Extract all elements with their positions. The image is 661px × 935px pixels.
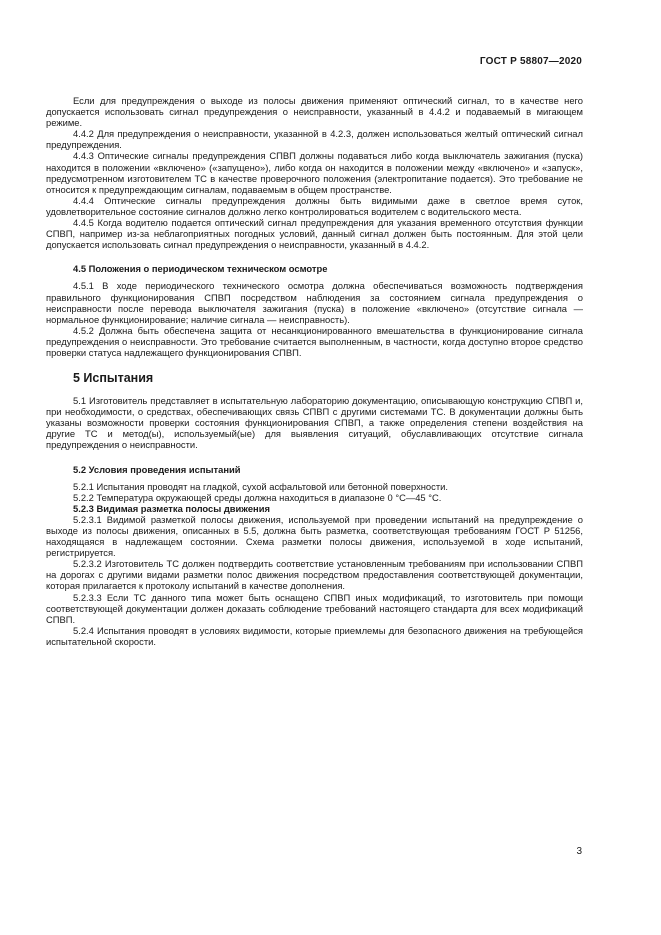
subsection-heading: 5.2.3 Видимая разметка полосы движения xyxy=(73,502,270,514)
paragraph: 5.2.1 Испытания проводят на гладкой, сухой асфальтовой или бетонной поверхности. xyxy=(73,480,448,492)
paragraph: 4.4.3 Оптические сигналы предупреждения СПВП должны подаваться либо когда выключатель зажигания (пуска) находится в положении «включено» («запущено»), либо когда он находится в положении между «включено» и «запуск», предусмотренном изготовителем ТС в качестве проверочного положения (электропитание подается). Это требование не относится к предупреждающим сигналам, подаваемым в общем пространстве. xyxy=(46,150,583,195)
paragraph: 5.1 Изготовитель представляет в испытательную лабораторию документацию, описывающую конструкцию СПВП и, при необходимости, о средствах, обеспечивающих связь СПВП с другими системами ТС. В документации должны быть указаны возможности проверки состояния функционирования СПВП, а также определения степени воздействия на другие ТС и метод(ы), используемый(ые) для выявления ситуаций, обуславливающих отсутствие сигнала предупреждения о неисправности. xyxy=(46,395,583,451)
paragraph: 4.4.4 Оптические сигналы предупреждения должны быть видимыми даже в светлое время суток, удовлетворительное состояние сигналов должно легко контролироваться водителем с водительского места. xyxy=(46,194,583,217)
section-heading: 5 Испытания xyxy=(73,371,154,386)
paragraph: 4.4.2 Для предупреждения о неисправности, указанной в 4.2.3, должен использоваться желтый оптический сигнал предупреждения. xyxy=(46,128,583,151)
paragraph: 5.2.3.3 Если ТС данного типа может быть оснащено СПВП иных модификаций, то изготовитель при помощи соответствующей документации должен доказать соблюдение требований настоящего стандарта для всех модификаций СПВП. xyxy=(46,591,583,625)
paragraph: 5.2.2 Температура окружающей среды должна находиться в диапазоне 0 °С—45 °С. xyxy=(73,491,442,503)
document-id-header: ГОСТ Р 58807—2020 xyxy=(479,56,582,67)
paragraph: 4.5.2 Должна быть обеспечена защита от несанкционированного вмешательства в функционирование сигнала предупреждения о неисправности. Это требование считается выполненным, в частности, когда доступно второе средство проверки статуса надлежащего функционирования СПВП. xyxy=(46,324,583,358)
paragraph: 5.2.4 Испытания проводят в условиях видимости, которые приемлемы для безопасного движения на требующейся испытательной скорости. xyxy=(46,624,583,647)
paragraph: Если для предупреждения о выходе из полосы движения применяют оптический сигнал, то в качестве него допускается использовать сигнал предупреждения о неисправности, указанный в 4.4.2 и подаваемый в мигающем режиме. xyxy=(46,95,583,129)
paragraph: 4.5.1 В ходе периодического технического осмотра должна обеспечиваться возможность подтверждения правильного функционирования СПВП посредством наблюдения за состоянием сигнала предупреждения о неисправности после перевода выключателя зажигания (пуска) в положение «включено» (отсутствие сигнала — нормальное функционирование; наличие сигнала — неисправность). xyxy=(46,280,583,325)
subsection-heading: 5.2 Условия проведения испытаний xyxy=(73,463,241,475)
paragraph: 5.2.3.2 Изготовитель ТС должен подтвердить соответствие установленным требованиям при использовании СПВП на дорогах с другими видами разметки полос движения посредством предоставления соответствующей документации, которая прилагается к протоколу испытаний в качестве дополнения. xyxy=(46,558,583,592)
page-number: 3 xyxy=(576,846,582,857)
subsection-heading: 4.5 Положения о периодическом техническом осмотре xyxy=(73,263,328,275)
paragraph: 5.2.3.1 Видимой разметкой полосы движения, используемой при проведении испытаний на предупреждение о выходе из полосы движения, описанных в 5.5, должна быть разметка, соответствующая требованиям ГОСТ Р 51256, находящаяся в надлежащем состоянии. Схема разметки полосы движения, используемой в ходе испытаний, регистрируется. xyxy=(46,513,583,559)
document-body xyxy=(46,95,583,647)
paragraph: 4.4.5 Когда водителю подается оптический сигнал предупреждения для указания временного отсутствия функции СПВП, например из-за неблагоприятных погодных условий, данный сигнал должен быть постоянным. Для этой цели допускается использовать сигнал предупреждения о неисправности, указанный в 4.4.2. xyxy=(46,217,583,251)
